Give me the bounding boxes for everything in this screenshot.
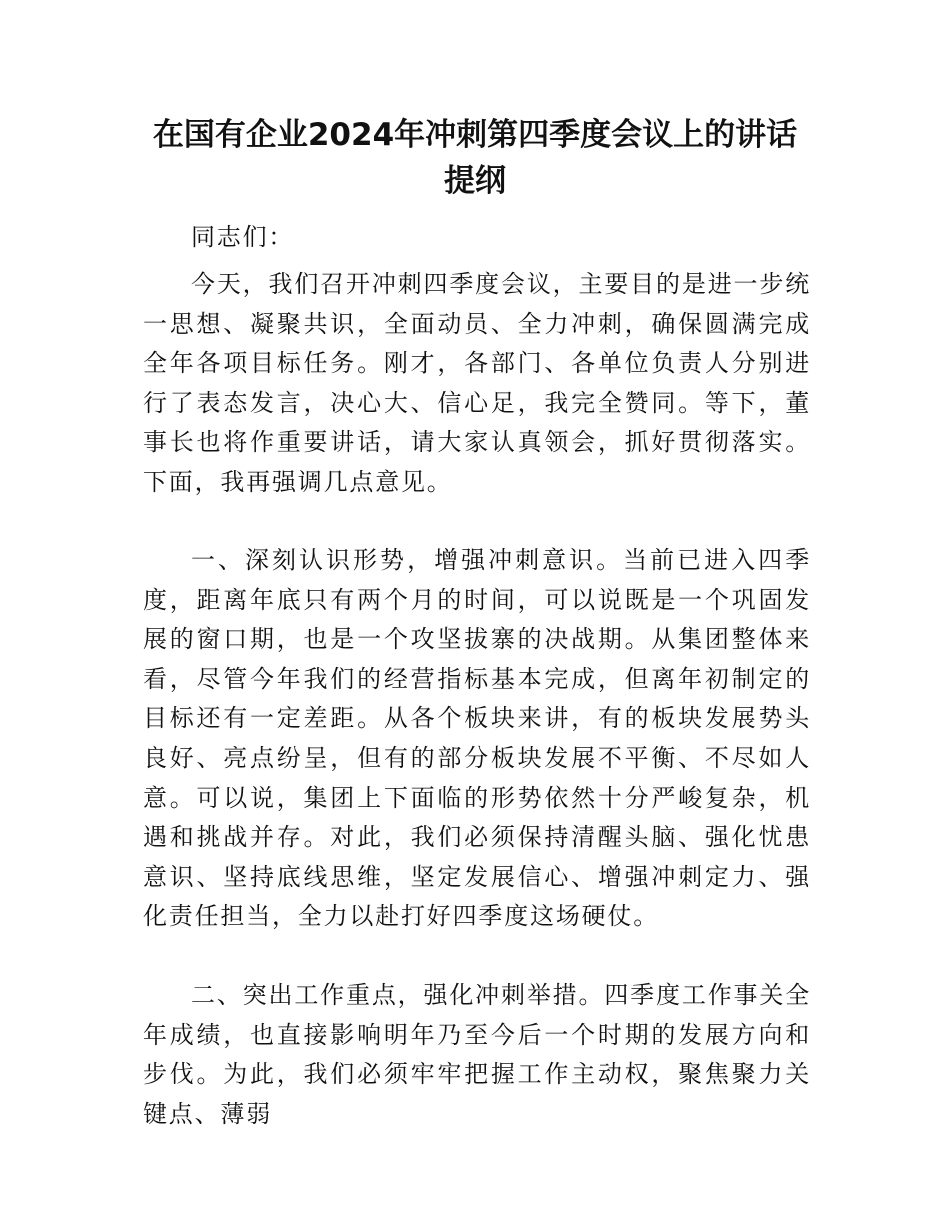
document-title-continued: 提纲 [444,163,506,199]
section-1-paragraph: 一、深刻认识形势，增强冲刺意识。当前已进入四季度，距离年底只有两个月的时间，可以说既是一个巩固发展的窗口期，也是一个攻坚拔寨的决战期。从集团整体来看，尽管今年我们的经营指标基本完成，但离年初制定的目标还有一定差距。从各个板块来讲，有的板块发展势头良好、亮点纷呈，但有的部分板块发展不平衡、不尽如人意。可以说，集团上下面临的形势依然十分严峻复杂，机遇和挑战并存。对此，我们必须保持清醒头脑、强化忧患意识、坚持底线思维，坚定发展信心、增强冲刺定力、强化责任担当，全力以赴打好四季度这场硬仗。 [143,546,811,931]
document-title: 在国有企业2024年冲刺第四季度会议上的讲话 [152,117,798,153]
section-2-paragraph: 二、突出工作重点，强化冲刺举措。四季度工作事关全年成绩，也直接影响明年乃至今后一个时期的发展方向和步伐。为此，我们必须牢牢把握工作主动权，聚焦聚力关键点、薄弱 [143,981,811,1128]
intro-paragraph: 今天，我们召开冲刺四季度会议，主要目的是进一步统一思想、凝聚共识，全面动员、全力冲刺，确保圆满完成全年各项目标任务。刚才，各部门、各单位负责人分别进行了表态发言，决心大、信心足，我完全赞同。等下，董事长也将作重要讲话，请大家认真领会，抓好贯彻落实。下面，我再强调几点意见。 [143,270,811,496]
greeting-paragraph: 同志们： [191,223,295,251]
